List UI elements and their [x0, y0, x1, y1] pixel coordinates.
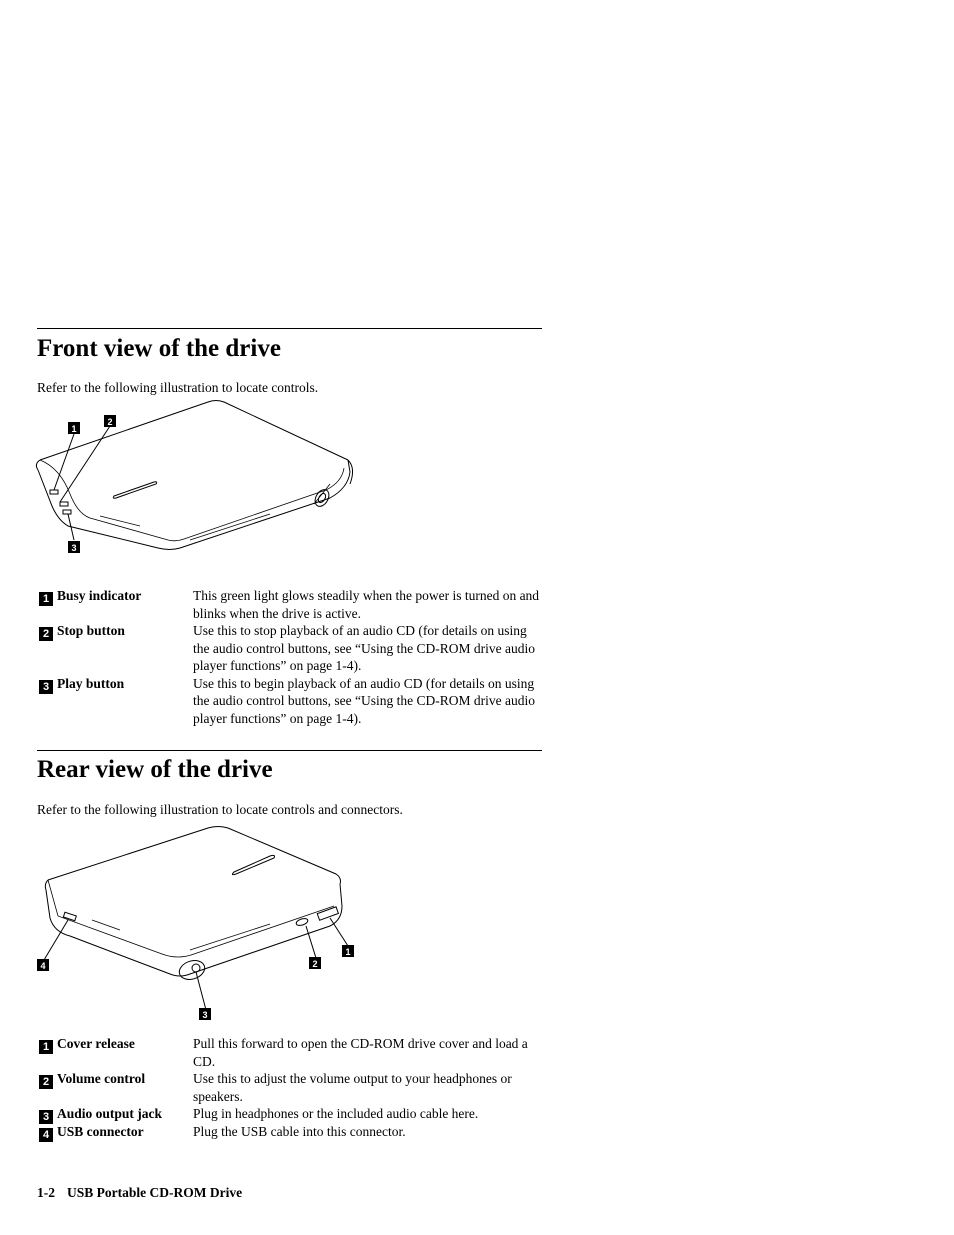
svg-text:1: 1: [345, 947, 351, 957]
legend-description: This green light glows steadily when the power is turned on and blinks when the drive is active.: [193, 588, 540, 621]
callout-number: 3: [39, 680, 53, 694]
legend-term: Volume control: [57, 1071, 146, 1086]
page-footer: [37, 1184, 242, 1202]
legend-term: Audio output jack: [57, 1106, 163, 1121]
front-view-legend: [39, 587, 544, 727]
legend-item-play-button: [39, 675, 544, 728]
front-view-illustration: [30, 398, 360, 558]
rear-view-intro: Refer to the following illustration to locate controls and connectors.: [37, 802, 403, 817]
section-divider: [37, 328, 542, 329]
rear-view-illustration: [30, 822, 370, 1022]
callout-number: 4: [39, 1128, 53, 1142]
page-number: 1-2: [37, 1185, 55, 1200]
rear-view-heading: Rear view of the drive: [37, 756, 273, 783]
legend-item-audio-output-jack: [39, 1105, 544, 1123]
svg-text:2: 2: [312, 959, 318, 969]
svg-text:1: 1: [71, 424, 77, 434]
legend-term: Stop button: [57, 623, 125, 638]
legend-term: Play button: [57, 675, 125, 691]
legend-description: Use this to stop playback of an audio CD (for details on using the audio control buttons, see “Using the CD-ROM drive audio player functions” on page 1-4).: [193, 623, 535, 673]
legend-description: Pull this forward to open the CD-ROM drive cover and load a CD.: [193, 1036, 528, 1069]
section-divider: [37, 750, 542, 751]
rear-view-legend: [39, 1035, 544, 1140]
svg-text:4: 4: [40, 961, 46, 971]
legend-item-busy-indicator: [39, 587, 544, 622]
legend-description: Plug in headphones or the included audio cable here.: [193, 1106, 479, 1121]
svg-text:2: 2: [107, 417, 113, 427]
callout-number: 1: [39, 592, 53, 606]
callout-number: 2: [39, 1075, 53, 1089]
legend-description: Plug the USB cable into this connector.: [193, 1123, 406, 1139]
front-view-heading: Front view of the drive: [37, 335, 281, 362]
front-view-intro: Refer to the following illustration to locate controls.: [37, 380, 319, 395]
svg-text:3: 3: [71, 543, 77, 553]
svg-text:3: 3: [202, 1010, 208, 1020]
legend-item-volume-control: [39, 1070, 544, 1105]
legend-term: Cover release: [57, 1036, 135, 1051]
legend-item-cover-release: [39, 1035, 544, 1070]
legend-description: Use this to adjust the volume output to your headphones or speakers.: [193, 1071, 512, 1104]
legend-description: Use this to begin playback of an audio CD (for details on using the audio control buttons, see “Using the CD-ROM drive audio player functions” on page 1-4).: [193, 675, 535, 726]
document-title: USB Portable CD-ROM Drive: [67, 1185, 243, 1200]
legend-term: Busy indicator: [57, 588, 142, 603]
callout-number: 3: [39, 1110, 53, 1124]
callout-number: 2: [39, 627, 53, 641]
legend-item-usb-connector: [39, 1123, 544, 1141]
legend-item-stop-button: [39, 622, 544, 675]
legend-term: USB connector: [57, 1123, 144, 1139]
callout-number: 1: [39, 1040, 53, 1054]
